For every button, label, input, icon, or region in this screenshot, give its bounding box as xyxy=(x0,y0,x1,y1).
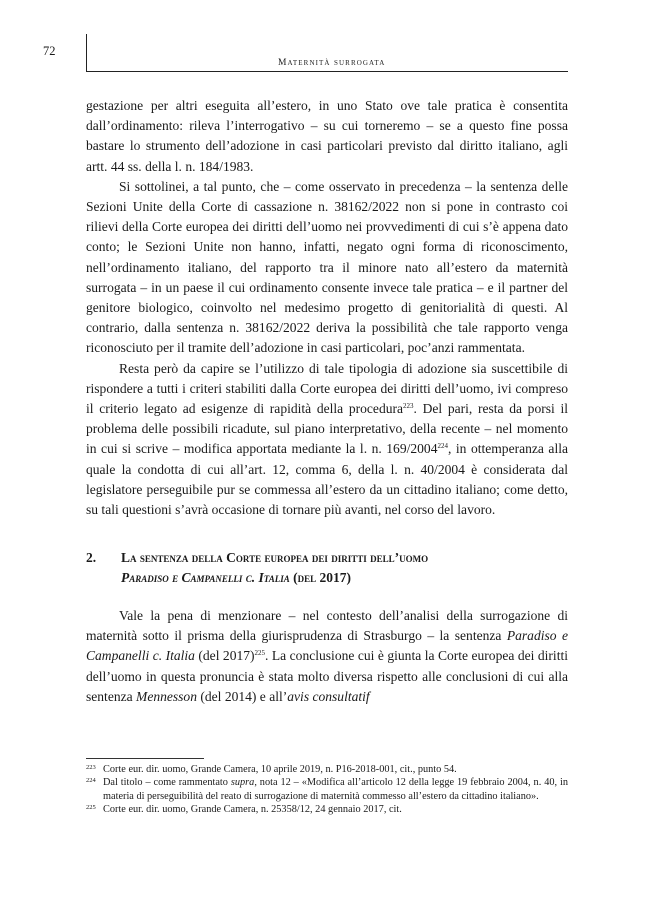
footnote-ref[interactable]: 223 xyxy=(403,402,414,411)
paragraph-text: Vale la pena di menzionare – nel contesto dell’analisi della surrogazione di maternità sotto il prisma della giurisprudenza di Strasburgo – la sentenza xyxy=(86,608,568,644)
case-name: Paradiso e Campanelli c. Italia xyxy=(86,628,568,664)
footnote-mark: 224 xyxy=(86,777,96,785)
footnote-text: Corte eur. dir. uomo, Grande Camera, 10 aprile 2019, n. P16-2018-001, cit., punto 54. xyxy=(103,764,457,775)
footnotes xyxy=(86,763,568,816)
paragraph-text: . Del pari, resta da porsi il problema delle possibili ricadute, sul piano interpretativo, della recente – nel momento in cui si scrive – modifica apportata mediante la l. n. 169/2004 xyxy=(86,401,568,457)
case-name: Mennesson xyxy=(136,688,197,704)
paragraph xyxy=(86,359,568,521)
section-title-year: (del 2017) xyxy=(293,570,351,585)
footnote xyxy=(86,776,568,803)
footnote-mark: 223 xyxy=(86,764,96,771)
header-vertical-rule xyxy=(86,34,87,72)
footnote-separator xyxy=(86,758,204,759)
paragraph: Si sottolinei, a tal punto, che – come osservato in precedenza – la sentenza delle Sezioni Unite della Corte di cassazione n. 38162/2022 non si pone in contrasto coi rilievi della Corte europea dei diritti dell’uomo nei provvedimenti di cui s’è appena dato conto; le Sezioni Unite non hanno, infatti, negato ogni forma di riconoscimento, nell’ordinamento italiano, del rapporto tra il minore nato all’estero da maternità surrogata – in un paese il cui ordinamento consente invece tale pratica – e il partner del genitore biologico, coinvolto nel medesimo progetto di genitorialità di questi. Al contrario, dalla sentenza n. 38162/2022 deriva la possibilità che tale rapporto venga riconosciuto per il tramite dell’adozione in casi particolari, poc’anzi rammentata. xyxy=(86,178,568,356)
paragraph-text: (del 2017) xyxy=(194,648,255,664)
footnote xyxy=(86,803,568,816)
footnote xyxy=(86,763,568,776)
case-name: avis consultatif xyxy=(287,688,370,704)
paragraph-text: Resta però da capire se l’utilizzo di tale tipologia di adozione sia suscettibile di rispondere a tutti i criteri stabiliti dalla Corte europea dei diritti dell’uomo, ivi compreso il criterio legato ad esigenze di rapidità della procedura xyxy=(86,360,568,417)
footnote-text: Corte eur. dir. uomo, Grande Camera, n. 25358/12, 24 gennaio 2017, cit. xyxy=(103,803,402,815)
running-head: Maternità surrogata xyxy=(278,58,386,68)
paragraph xyxy=(86,606,568,707)
paragraph-text: . La conclusione cui è giunta la Corte europea dei diritti dell’uomo in questa pronuncia è stata molto diversa rispetto alle conclusioni di cui alla sentenza xyxy=(86,648,568,704)
footnote-emphasis: supra xyxy=(230,777,255,789)
page-number: 72 xyxy=(43,44,56,58)
body-text-section xyxy=(86,606,568,707)
paragraph-text: (del 2014) e all’ xyxy=(196,688,288,704)
body-text xyxy=(86,96,568,520)
section-title xyxy=(121,548,571,588)
footnote-text: , nota 12 – «Modifica all’articolo 12 della legge 19 febbraio 2004, n. 40, in materia di perseguibilità del reato di surrogazione di maternità commesso all’estero da cittadino italiano». xyxy=(103,777,568,802)
footnote-text: Dal titolo – come rammentato xyxy=(103,777,231,789)
paragraph-continued: gestazione per altri eseguita all’estero, in uno Stato ove tale pratica è consentita dall’ordinamento: rileva l’interrogativo – su cui torneremo – se a questo fine possa bastare lo strumento dell’adozione in casi particolari previsto dal diritto italiano, agli artt. 44 ss. della l. n. 184/1983. xyxy=(86,98,568,174)
section-title-case: Paradiso e Campanelli c. Italia xyxy=(121,570,290,585)
paragraph-text: , in ottemperanza alla quale la condotta di cui all’art. 12, comma 6, della l. n. 40/2004 è considerata dal legislatore perseguibile pur se commessa all’estero da un cittadino italiano; come detto, su tali questioni s’avrà occasione di tornare più avanti, nel corso del lavoro. xyxy=(86,441,568,518)
header-horizontal-rule xyxy=(86,71,568,72)
section-title-line: La sentenza della Corte europea dei diritti dell’uomo xyxy=(121,550,429,565)
footnote-ref[interactable]: 225 xyxy=(254,649,266,658)
footnote-mark: 225 xyxy=(86,803,96,811)
footnote-ref[interactable]: 224 xyxy=(437,442,448,451)
section-number: 2. xyxy=(86,550,97,565)
